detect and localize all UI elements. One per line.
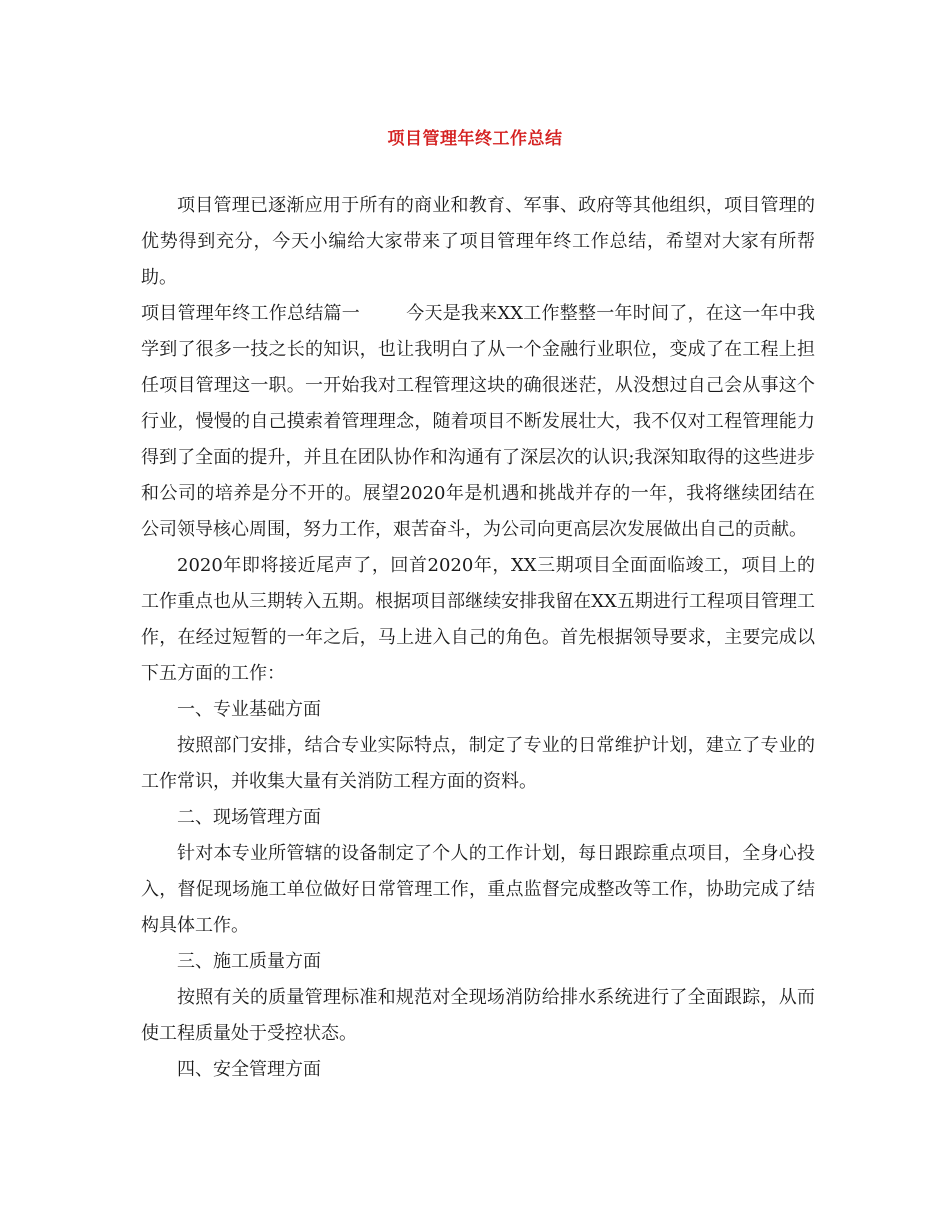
item-2-heading: 二、现场管理方面 xyxy=(177,807,321,828)
paragraph-2: 2020年即将接近尾声了，回首2020年，XX三期项目全面面临竣工，项目上的工作重点也从三期转入五期。根据项目部继续安排我留在XX五期进行工程项目管理工作，在经过短暂的一年之后，马上进入自己的角色。首先根据领导要求，主要完成以下五方面的工作： xyxy=(141,555,815,684)
item-2-body: 针对本专业所管辖的设备制定了个人的工作计划，每日跟踪重点项目，全身心投入，督促现场施工单位做好日常管理工作，重点监督完成整改等工作，协助完成了结构具体工作。 xyxy=(141,843,815,936)
section-1-body: 今天是我来XX工作整整一年时间了，在这一年中我学到了很多一技之长的知识，也让我明白了从一个金融行业职位，变成了在工程上担任项目管理这一职。一开始我对工程管理这块的确很迷茫，从没想过自己会从事这个行业，慢慢的自己摸索着管理理念，随着项目不断发展壮大，我不仅对工程管理能力得到了全面的提升，并且在团队协作和沟通有了深层次的认识;我深知取得的这些进步和公司的培养是分不开的。展望2020年是机遇和挑战并存的一年，我将继续团结在公司领导核心周围，努力工作，艰苦奋斗，为公司向更高层次发展做出自己的贡献。 xyxy=(141,303,815,540)
item-1-heading: 一、专业基础方面 xyxy=(177,699,321,720)
section-1-paragraph xyxy=(141,296,815,548)
item-3-body: 按照有关的质量管理标准和规范对全现场消防给排水系统进行了全面跟踪，从而使工程质量处于受控状态。 xyxy=(141,987,815,1044)
section-1-heading: 项目管理年终工作总结篇一 xyxy=(141,303,360,324)
item-4-heading: 四、安全管理方面 xyxy=(177,1059,321,1080)
document-body xyxy=(141,188,815,1088)
document-title: 项目管理年终工作总结 xyxy=(387,129,563,149)
item-3-heading: 三、施工质量方面 xyxy=(177,951,321,972)
item-1-body: 按照部门安排，结合专业实际特点，制定了专业的日常维护计划，建立了专业的工作常识，并收集大量有关消防工程方面的资料。 xyxy=(141,735,815,792)
intro-paragraph: 项目管理已逐渐应用于所有的商业和教育、军事、政府等其他组织，项目管理的优势得到充分，今天小编给大家带来了项目管理年终工作总结，希望对大家有所帮助。 xyxy=(141,195,815,288)
